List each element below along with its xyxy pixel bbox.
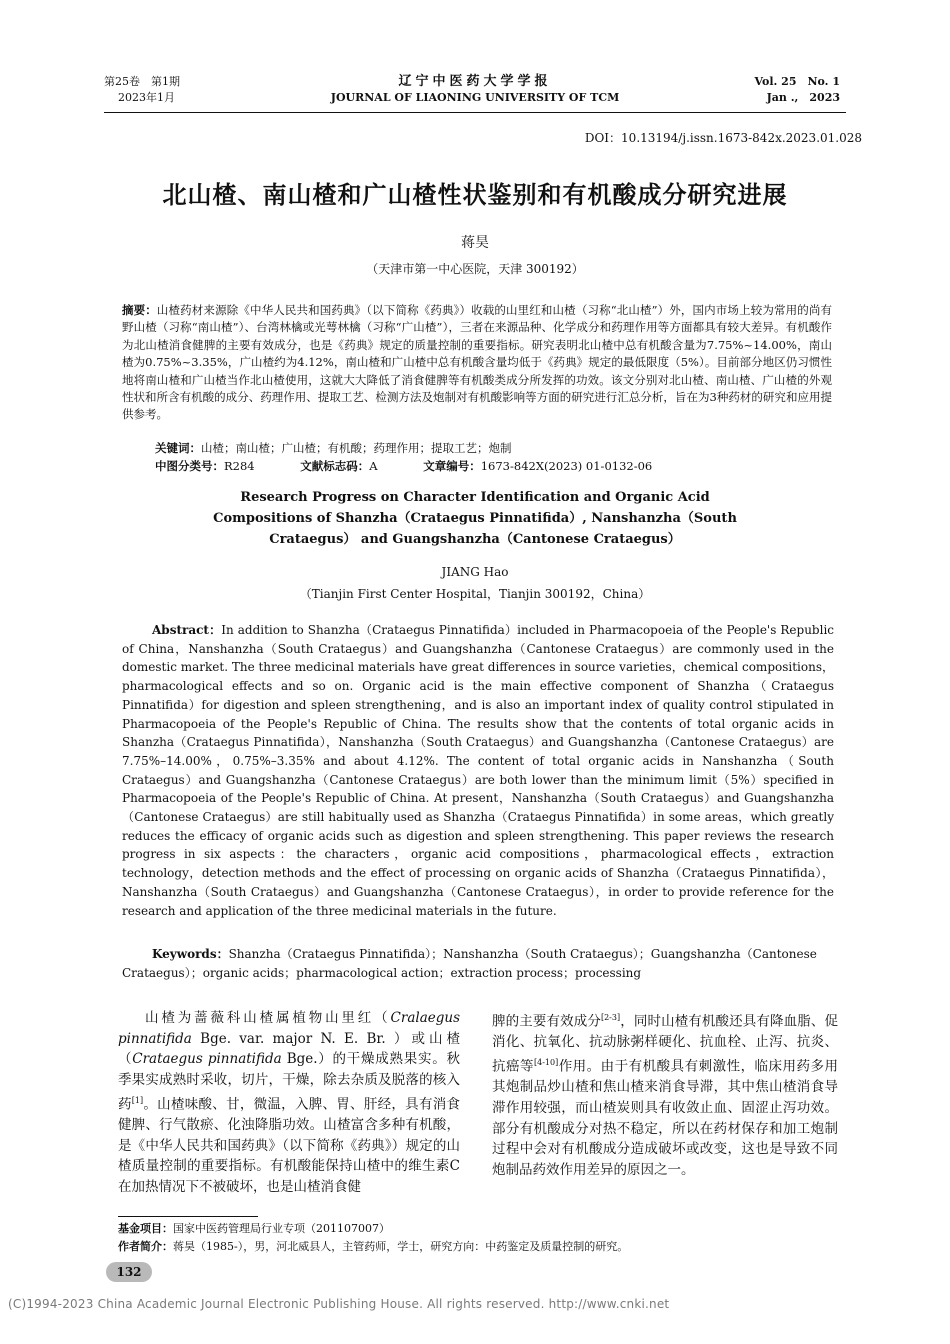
volume-issue-cn: 第25卷 第1期 [104,75,180,88]
funding-label: 基金项目： [118,1222,173,1235]
funding-text: 国家中医药管理局行业专项（201107007） [173,1222,390,1235]
body-text: 作用。由于有机酸具有刺激性，临床用药多用其炮制品炒山楂和焦山楂来消食导滞，其中焦山楂消食导滞作用较强，而山楂炭则具有收敛止血、固涩止泻功效。部分有机酸成分对热不稳定，所以在药材保存和加工炮制过程中会对有机酸成分造成破坏或改变，这也是导致不同炮制品药效作用差异的原因之一。 [492,1058,839,1178]
title-en-line: Compositions of Shanzha（Crataegus Pinnatifida）, Nanshanzha（South [213,511,737,526]
body-text: Bge. var. major N. E. Br. ）或山楂（ [118,1030,460,1068]
keywords-cn-label: 关键词： [155,441,201,455]
latin-name: Crataegus pinnatifida [132,1051,282,1068]
body-column-left [118,1008,460,1198]
clc-code [155,459,255,473]
latin-name: Cralaegus pinnatifida [118,1010,460,1047]
clc-label: 中图分类号： [155,459,224,473]
citation-ref[interactable]: [4-10] [533,1057,559,1067]
abstract-en-text: In addition to Shanzha（Crataegus Pinnatifida）included in Pharmacopoeia of the People's Republic of China，Nanshanzha（South Crataegus）and Guangshanzha（Cantonese Crataegus）are commonly used in the domestic market. The three medicinal materials have great differences in source varieties，chemical compositions，pharmacological effects and so on. Organic acid is the main effective component of Shanzha（Crataegus Pinnatifida）for digestion and spleen strengthening，and is also an important index of quality control stipulated in Pharmacopoeia of the People's Republic of China. The results show that the contents of total organic acids in Shanzha（Crataegus Pinnatifida），Nanshanzha（South Crataegus）and Guangshanzha（Cantonese Crataegus）are 7.75%–14.00%，0.75%–3.35% and about 4.12%. The content of total organic acids in Nanshanzha（South Crataegus）and Guangshanzha（Cantonese Crataegus）are both lower than the minimum limit（5%）specified in Pharmacopoeia of the People's Republic of China. At present，Nanshanzha（South Crataegus）and Guangshanzha（Cantonese Crataegus）are still habitually used as Shanzha（Crataegus Pinnatifida）in some areas，which greatly reduces the efficacy of organic acids such as digestion and spleen strengthening. This paper reviews the research progress in six aspects：the characters，organic acid compositions，pharmacological effects，extraction technology，detection methods and the effect of processing on organic acids of Shanzha（Crataegus Pinnatifida），Nanshanzha（South Crataegus）and Guangshanzha（Cantonese Crataegus），in order to provide reference for the research and application of the three medicinal materials in the future. [122,623,834,918]
header-rule [104,112,846,113]
article-title-cn: 北山楂、南山楂和广山楂性状鉴别和有机酸成分研究进展 [162,181,788,209]
article-no-label: 文章编号： [423,459,481,473]
keywords-cn-text: 山楂；南山楂；广山楂；有机酸；药理作用；提取工艺；炮制 [201,441,512,455]
author-en: JIANG Hao [441,565,509,579]
abstract-cn-label: 摘要： [122,303,157,317]
author-cn: 蒋昊 [461,235,489,251]
keywords-en-text: Shanzha（Crataegus Pinnatifida）；Nanshanzha（South Crataegus）；Guangshanzha（Cantonese Crataegus）；organic acids；pharmacological action；extraction process；processing [122,947,817,980]
doc-code-label: 文献标志码： [300,459,370,473]
page-number-badge: 132 [106,1262,152,1282]
abstract-cn-text: 山楂药材来源除《中华人民共和国药典》（以下简称《药典》）收载的山里红和山楂（习称“北山楂”）外，国内市场上较为常用的尚有野山楂（习称“南山楂”）、台湾林檎或光萼林檎（习称“广山楂”），三者在来源品种、化学成分和药理作用等方面都具有较大差异。有机酸作为北山楂消食健脾的主要有效成分，也是《药典》规定的质量控制的重要指标。研究表明北山楂中总有机酸含量为7.75%~14.00%，南山楂为0.75%~3.35%，广山楂约为4.12%，南山楂和广山楂中总有机酸含量均低于《药典》规定的最低限度（5%）。目前部分地区仍习惯性地将南山楂和广山楂当作北山楂使用，这就大大降低了消食健脾等有机酸类成分所发挥的功效。该文分别对北山楂、南山楂、广山楂的外观性状和所含有机酸的成分、药理作用、提取工艺、检测方法及炮制对有机酸影响等方面的研究进行汇总分析，旨在为3种药材的研究和应用提供参考。 [122,303,832,422]
date-cn: 2023年1月 [118,91,175,104]
doc-code-value: A [369,459,378,473]
body-text: ，同时山楂有机酸还具有降血脂、促消化、抗氧化、抗动脉粥样硬化、抗血栓、止泻、抗炎、抗癌等 [492,1013,839,1075]
document-code [300,459,377,473]
citation-ref[interactable]: [2-3] [600,1013,621,1022]
header-right [754,74,840,106]
funding-footnote [118,1220,390,1238]
author-bio-label: 作者简介： [118,1240,173,1253]
body-column-right [492,1008,838,1181]
abstract-cn [122,302,832,424]
copyright-notice: (C)1994-2023 China Academic Journal Electronic Publishing House. All rights reserved. http://www.cnki.net [8,1297,670,1311]
journal-name-cn: 辽宁中医药大学学报 [398,74,552,89]
body-text: 山楂为蔷薇科山楂属植物山里红（ [145,1010,391,1026]
clc-value: R284 [224,459,255,473]
keywords-en [122,945,834,983]
affiliation-cn: （天津市第一中心医院，天津 300192） [366,262,584,276]
title-en-line: Research Progress on Character Identification and Organic Acid [240,490,710,505]
affiliation-en: （Tianjin First Center Hospital，Tianjin 300192，China） [299,587,651,601]
date-en: Jan ., 2023 [766,91,840,104]
article-number [423,459,652,473]
classification-row [155,458,694,475]
body-text: Bge.）的干燥成熟果实。秋季果实成熟时采收，切片，干燥，除去杂质及脱落的核入药 [118,1051,461,1113]
body-text: 。山楂味酸、甘，微温，入脾、胃、肝经，具有消食健脾、行气散瘀、化浊降脂功效。山楂富含多种有机酸，是《中华人民共和国药典》（以下简称《药典》）规定的山楂质量控制的重要指标。有机酸能保持山楂中的维生素C在加热情况下不被破坏，也是山楂消食健 [118,1096,461,1196]
doi: DOI：10.13194/j.issn.1673-842x.2023.01.028 [584,131,862,145]
title-en-line: Crataegus） and Guangshanzha（Cantonese Crataegus） [269,532,681,547]
citation-ref[interactable]: [1] [131,1095,144,1105]
volume-issue-en: Vol. 25 No. 1 [754,75,840,88]
body-text: 脾的主要有效成分 [492,1013,601,1030]
article-no-value: 1673-842X(2023) 01-0132-06 [480,459,653,473]
abstract-en-label: Abstract： [152,623,222,637]
journal-name-en: JOURNAL OF LIAONING UNIVERSITY OF TCM [330,91,620,104]
footnote-rule [118,1216,258,1217]
article-title-en [0,487,950,550]
keywords-cn [155,440,845,457]
keywords-en-label: Keywords： [152,947,229,961]
abstract-en [122,621,834,920]
author-bio-footnote [118,1238,628,1256]
author-bio-text: 蒋昊（1985-），男，河北威县人，主管药师，学士，研究方向：中药鉴定及质量控制的研究。 [173,1240,629,1253]
